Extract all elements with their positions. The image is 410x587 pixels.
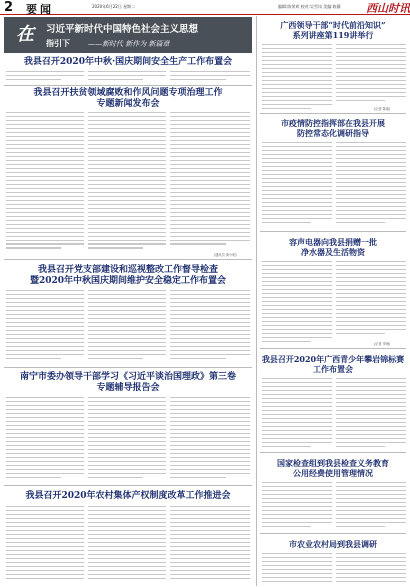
headline-line: 我县召开2020年广西青少年攀岩锦标赛 bbox=[261, 354, 405, 364]
article-body bbox=[88, 397, 166, 483]
article-headline bbox=[260, 354, 406, 374]
article-body bbox=[170, 112, 250, 250]
section-divider bbox=[260, 113, 406, 114]
article-body bbox=[170, 506, 250, 584]
banner-line2: 指引下 bbox=[46, 39, 70, 48]
article-body bbox=[336, 378, 406, 450]
section-divider bbox=[4, 367, 252, 368]
article-body bbox=[6, 506, 84, 584]
masthead-logo: 西山时讯 bbox=[366, 2, 410, 15]
article-body bbox=[262, 553, 332, 585]
article-body bbox=[262, 142, 332, 228]
article-body bbox=[336, 44, 406, 104]
byline: (通讯员 黄小明) bbox=[214, 253, 237, 257]
article-headline: 我县召开2020年中秋·国庆期间安全生产工作布置会 bbox=[23, 57, 233, 67]
article-body bbox=[262, 378, 332, 450]
headline-line: 专题新闻发布会 bbox=[96, 99, 160, 109]
section-divider bbox=[4, 485, 252, 486]
section-divider bbox=[260, 533, 406, 534]
article-body bbox=[88, 112, 166, 256]
section-divider bbox=[260, 452, 406, 453]
headline-line: 系列讲座第119讲举行 bbox=[292, 30, 374, 40]
article-headline: 市农业农村局到我县调研 bbox=[289, 539, 377, 549]
article-headline bbox=[260, 458, 406, 478]
section-divider bbox=[4, 259, 252, 260]
article-body bbox=[170, 290, 250, 364]
article-body bbox=[6, 397, 84, 483]
article-headline: 我县召开2020年农村集体产权制度改革工作推进会 bbox=[25, 491, 231, 501]
article-body bbox=[336, 142, 406, 228]
article-body bbox=[262, 261, 332, 345]
headline-line: 专题辅导报告会 bbox=[96, 383, 160, 393]
article-body bbox=[6, 71, 84, 84]
article-body bbox=[336, 482, 406, 530]
headline-line: 工作布置会 bbox=[313, 364, 353, 374]
headline-line: 广西领导干部“时代前沿知识” bbox=[280, 20, 386, 30]
article-body bbox=[88, 71, 166, 84]
article-body bbox=[336, 553, 406, 585]
article-body bbox=[170, 71, 250, 84]
article-body bbox=[170, 397, 250, 483]
article-body bbox=[336, 261, 406, 339]
section-divider bbox=[4, 85, 252, 86]
headline-line: 净水器及生活物资 bbox=[301, 247, 365, 257]
article-headline bbox=[4, 265, 252, 287]
headline-line: 南宁市委办领导干部学习《习近平谈治国理政》第三卷 bbox=[19, 372, 236, 382]
banner-prefix: 在 bbox=[16, 24, 34, 45]
section-divider bbox=[260, 231, 406, 232]
byline: (记者 陈丽) bbox=[374, 107, 391, 111]
banner-line1: 习近平新时代中国特色社会主义思想 bbox=[46, 24, 199, 35]
article-headline bbox=[260, 20, 406, 40]
article-headline bbox=[260, 237, 406, 257]
headline-line: 暨2020年中秋国庆期间维护安全稳定工作布置会 bbox=[29, 276, 227, 286]
article-body bbox=[6, 290, 84, 364]
theme-banner bbox=[4, 17, 252, 53]
section-divider bbox=[260, 348, 406, 349]
article-headline bbox=[4, 88, 252, 110]
article-headline bbox=[4, 372, 252, 394]
article-headline bbox=[260, 118, 406, 138]
editors-line: 编辑:陈荣欢 校对:吴雪凤 美编:陈静 bbox=[278, 4, 341, 9]
byline: (记者 李海) bbox=[374, 342, 391, 346]
banner-line3: ——新时代 新作为 新篇章 bbox=[88, 40, 170, 48]
article-body bbox=[88, 506, 166, 584]
column-divider bbox=[256, 16, 257, 586]
article-body bbox=[6, 112, 84, 256]
headline-line: 防控常态化调研指导 bbox=[297, 128, 369, 138]
section-title: 要闻 bbox=[26, 3, 54, 16]
headline-line: 我县召开扶贫领域腐败和作风问题专项治理工作 bbox=[33, 88, 223, 98]
issue-date: 2020年6月22日 星期二 bbox=[92, 4, 136, 9]
article-body bbox=[262, 44, 332, 110]
headline-line: 公用经费使用管理情况 bbox=[293, 468, 373, 478]
article-body bbox=[88, 290, 166, 364]
headline-line: 国家检查组到我县检查义务教育 bbox=[277, 458, 389, 468]
page-number: 2 bbox=[4, 0, 14, 15]
headline-line: 我县召开党支部建设和巡视整改工作督导检查 bbox=[37, 265, 218, 275]
headline-line: 市疫情防控指挥部在我县开展 bbox=[281, 118, 385, 128]
headline-line: 容声电器向我县捐赠一批 bbox=[289, 237, 377, 247]
article-body bbox=[262, 482, 332, 530]
page-header bbox=[0, 0, 410, 15]
